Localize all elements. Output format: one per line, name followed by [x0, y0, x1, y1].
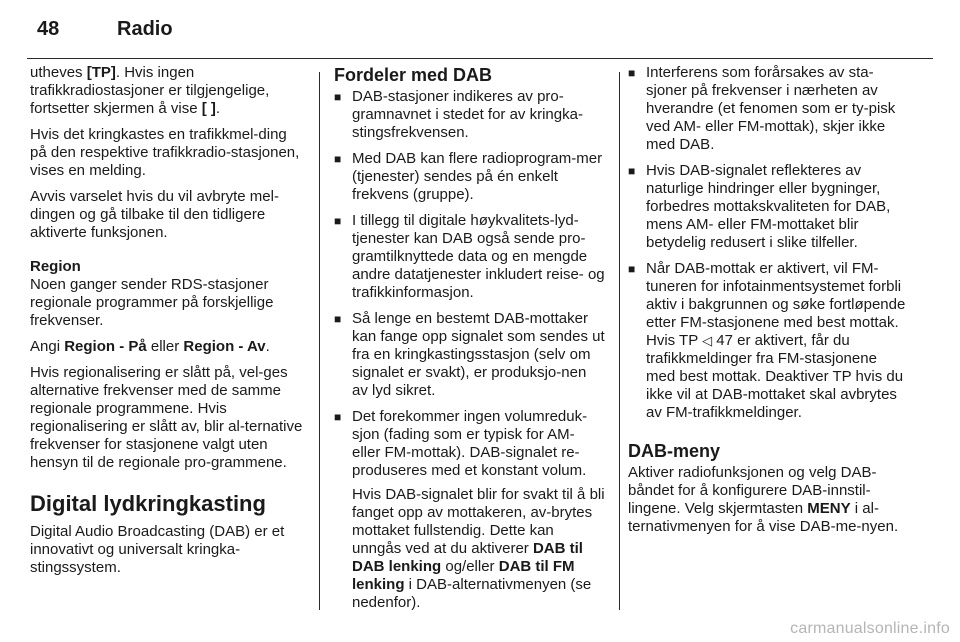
list-item: ■ Interferens som forårsakes av sta-sjoner på frekvenser i nærheten av hverandre (et fenomen som er ty-pisk ved AM- eller FM-mottak), skjer ikke med DAB. [628, 64, 896, 153]
paragraph-region-intro: Noen ganger sender RDS-stasjoner regionale programmer på forskjellige frekvenser. [30, 276, 274, 329]
page-header [37, 18, 173, 48]
page-reference-arrow-icon: ◁ [702, 333, 713, 348]
brackets-label: [ ] [201, 100, 216, 117]
bullet-square-icon: ■ [334, 90, 342, 104]
column-3 [628, 64, 908, 544]
paragraph-dismiss: Avvis varselet hvis du vil avbryte mel-dingen og gå tilbake til den tidligere aktiverte funksjonen. [30, 188, 279, 241]
column-divider-1 [319, 72, 320, 610]
column-divider-2 [619, 72, 620, 610]
paragraph-dab-linking: Hvis DAB-signalet blir for svakt til å bli fanget opp av mottakeren, av-brytes mottaket fullstendig. Dette kan unngås ved at du aktiverer DAB til DAB lenking og/eller DAB til FM lenking i DAB-alternativmenyen (se nedenfor). [352, 486, 605, 611]
header-rule [27, 58, 933, 59]
paragraph-region-detail: Hvis regionalisering er slått på, vel-ges alternative frekvenser med de samme regionale programmene. Hvis regionalisering er slått av, blir al-ternative frekvenser for stasjonene valgt uten hensyn til de regionale pro-grammene. [30, 364, 303, 471]
region-off-label: Region - Av [183, 338, 266, 355]
bullet-square-icon: ■ [334, 214, 342, 228]
paragraph-region-set: Angi Region - På eller Region - Av. [30, 338, 270, 355]
list-item: ■ Det forekommer ingen volumreduk-sjon (fading som er typisk for AM- eller FM-mottak). DAB-signalet re-produseres med et konstant volum. Hvis DAB-signalet blir for svakt til å bli fanget opp av mottakeren, av-brytes mottaket fullstendig. Dette kan unngås ved at du aktiverer DAB til DAB lenking og/eller DAB til FM lenking i DAB-alternativmenyen (se nedenfor). [334, 408, 605, 611]
dab-benefits-list [334, 88, 606, 612]
menu-button-label: MENY [807, 500, 851, 517]
paragraph-traffic-message: Hvis det kringkastes en trafikkmel-ding på den respektive trafikkradio-stasjonen, vises en melding. [30, 126, 300, 179]
watermark: carmanualsonline.info [790, 620, 950, 637]
region-on-label: Region - På [64, 338, 147, 355]
bullet-square-icon: ■ [334, 312, 342, 326]
list-item: ■ Hvis DAB-signalet reflekteres av naturlige hindringer eller bygninger, forbedres mottakskvaliteten for DAB, mens AM- eller FM-mottaket blir betydelig redusert i slike tilfeller. [628, 162, 891, 251]
column-2 [334, 64, 606, 620]
dab-benefits-list-continued [628, 64, 908, 422]
tp-label: [TP] [86, 64, 116, 81]
dab-to-dab-label: DAB til DAB lenking [352, 540, 583, 575]
dab-to-fm-label: DAB til FM lenking [352, 558, 575, 593]
paragraph-dab-intro: Digital Audio Broadcasting (DAB) er et innovativt og universalt kringka-stingssystem. [30, 523, 285, 576]
paragraph-dab-menu: Aktiver radiofunksjonen og velg DAB-båndet for å konfigurere DAB-innstil-lingene. Velg skjermtasten MENY i al-ternativmenyen for å vise DAB-me-nyen. [628, 464, 899, 535]
bullet-square-icon: ■ [628, 164, 636, 178]
region-heading: Region [30, 258, 81, 275]
chapter-title: Radio [117, 18, 173, 40]
page-number: 48 [37, 18, 60, 40]
list-item: ■ I tillegg til digitale høykvalitets-lyd-tjenester kan DAB også sende pro-gramtilknyttede data og en mengde andre datatjenester inkludert reise- og trafikkinformasjon. [334, 212, 605, 301]
paragraph-tp: utheves [TP]. Hvis ingen trafikkradiostasjoner er tilgjengelige, fortsetter skjermen å vise [ ]. [30, 64, 270, 117]
bullet-square-icon: ■ [628, 262, 636, 276]
bullet-square-icon: ■ [628, 66, 636, 80]
dab-benefits-heading: Fordeler med DAB [334, 65, 493, 85]
bullet-square-icon: ■ [334, 410, 342, 424]
dab-section-heading: Digital lydkringkasting [30, 491, 266, 516]
list-item: ■ Med DAB kan flere radioprogram-mer (tjenester) sendes på én enkelt frekvens (gruppe). [334, 150, 603, 203]
list-item: ■ DAB-stasjoner indikeres av pro-gramnavnet i stedet for av kringka-stingsfrekvensen. [334, 88, 583, 141]
list-item: ■ Så lenge en bestemt DAB-mottaker kan fange opp signalet som sendes ut fra en kringkastingsstasjon (selv om signalet er svakt), er produksjo-nen av lyd sikret. [334, 310, 605, 399]
column-1 [30, 64, 307, 585]
list-item: ■ Når DAB-mottak er aktivert, vil FM-tuneren for infotainmentsystemet forbli aktiv i bakgrunnen og søke fortløpende etter FM-stasjonene med best mottak. Hvis TP ◁ 47 er aktivert, får du trafikkmeldinger fra FM-stasjonene med best mottak. Deaktiver TP hvis du ikke vil at DAB-mottaket skal avbrytes av FM-trafikkmeldinger. [628, 260, 906, 421]
dab-menu-heading: DAB-meny [628, 441, 721, 461]
bullet-square-icon: ■ [334, 152, 342, 166]
